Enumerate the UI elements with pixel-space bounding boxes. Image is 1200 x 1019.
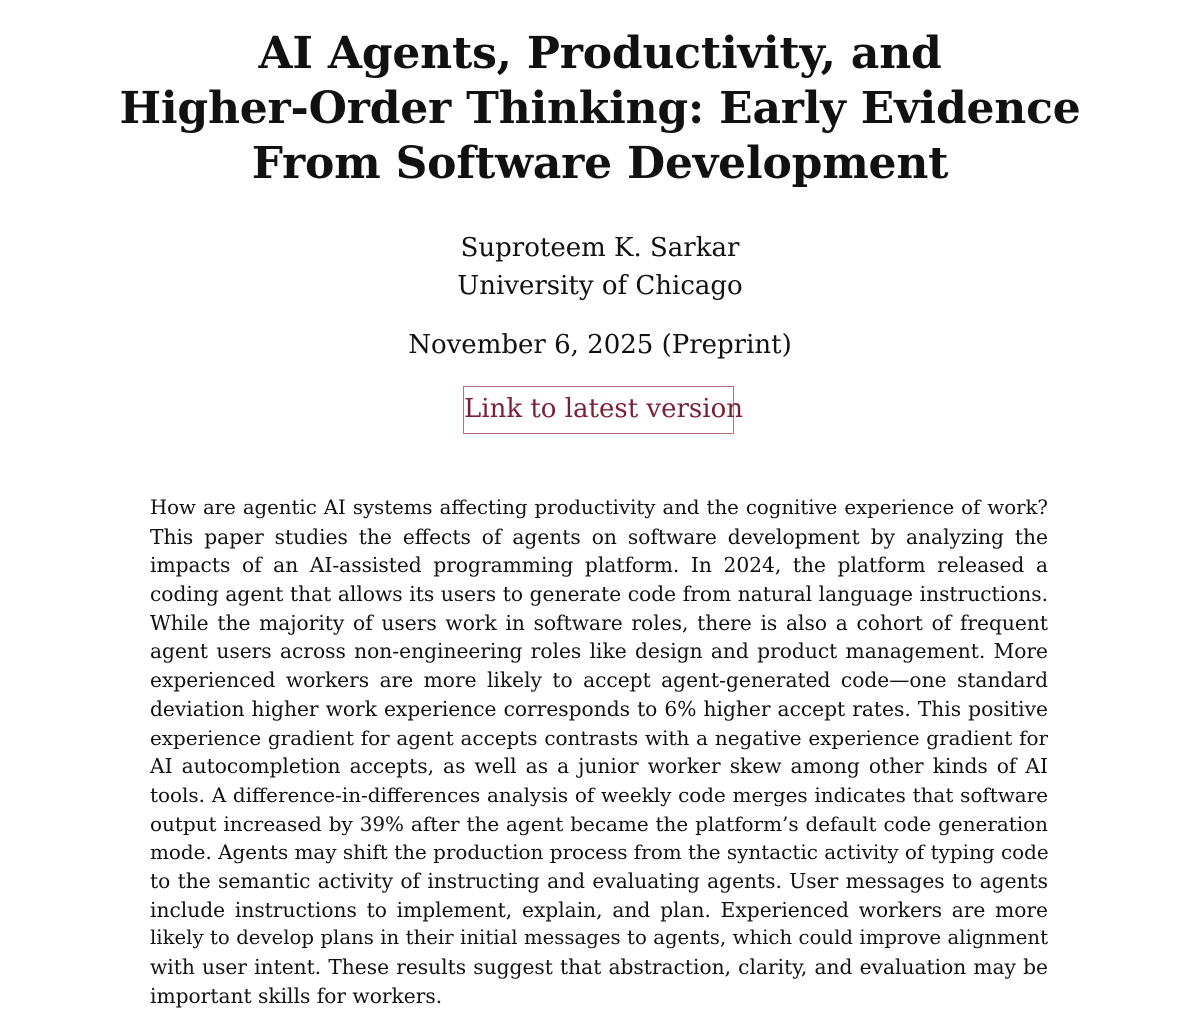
abstract-line: This paper studies the effects of agents on software development by analyzing the — [150, 524, 1048, 549]
title-line: AI Agents, Productivity, and — [258, 28, 942, 79]
author-block — [0, 229, 1200, 305]
publication-date: November 6, 2025 (Preprint) — [408, 330, 792, 360]
abstract-line: AI autocompletion accepts, as well as a junior worker skew among other kinds of AI — [150, 754, 1048, 779]
abstract-line: include instructions to implement, explain, and plan. Experienced workers are more — [150, 897, 1048, 922]
title-line: Higher-Order Thinking: Early Evidence — [119, 83, 1081, 134]
abstract-line: with user intent. These results suggest that abstraction, clarity, and evaluation may be — [150, 955, 1048, 979]
abstract-line: to the semantic activity of instructing and evaluating agents. User messages to agents — [150, 868, 1048, 893]
abstract — [150, 494, 1048, 1010]
abstract-line: deviation higher work experience corresponds to 6% higher accept rates. This positive — [150, 696, 1048, 721]
abstract-line: agent users across non-engineering roles like design and product management. More — [150, 639, 1048, 664]
abstract-line: important skills for workers. — [150, 983, 443, 1008]
abstract-line: How are agentic AI systems affecting productivity and the cognitive experience of work? — [150, 496, 1048, 519]
abstract-line: mode. Agents may shift the production process from the syntactic activity of typing code — [150, 840, 1049, 865]
author-affiliation: University of Chicago — [457, 271, 743, 301]
abstract-line: output increased by 39% after the agent became the platform’s default code generation — [150, 811, 1048, 836]
abstract-line: experience gradient for agent accepts contrasts with a negative experience gradient for — [150, 725, 1048, 750]
abstract-line: experienced workers are more likely to accept agent-generated code—one standard — [150, 668, 1048, 693]
latest-version-link[interactable]: Link to latest version — [463, 386, 734, 434]
abstract-line: tools. A difference-in-differences analysis of weekly code merges indicates that software — [150, 782, 1048, 807]
abstract-line: While the majority of users work in software roles, there is also a cohort of frequent — [150, 610, 1048, 635]
abstract-line: coding agent that allows its users to generate code from natural language instructions. — [150, 582, 1048, 607]
title-line: From Software Development — [251, 138, 949, 189]
abstract-line: impacts of an AI-assisted programming platform. In 2024, the platform released a — [150, 553, 1048, 578]
author-name: Suproteem K. Sarkar — [460, 233, 740, 263]
abstract-line: likely to develop plans in their initial messages to agents, which could improve alignment — [150, 926, 1048, 950]
paper-title — [100, 26, 1100, 191]
